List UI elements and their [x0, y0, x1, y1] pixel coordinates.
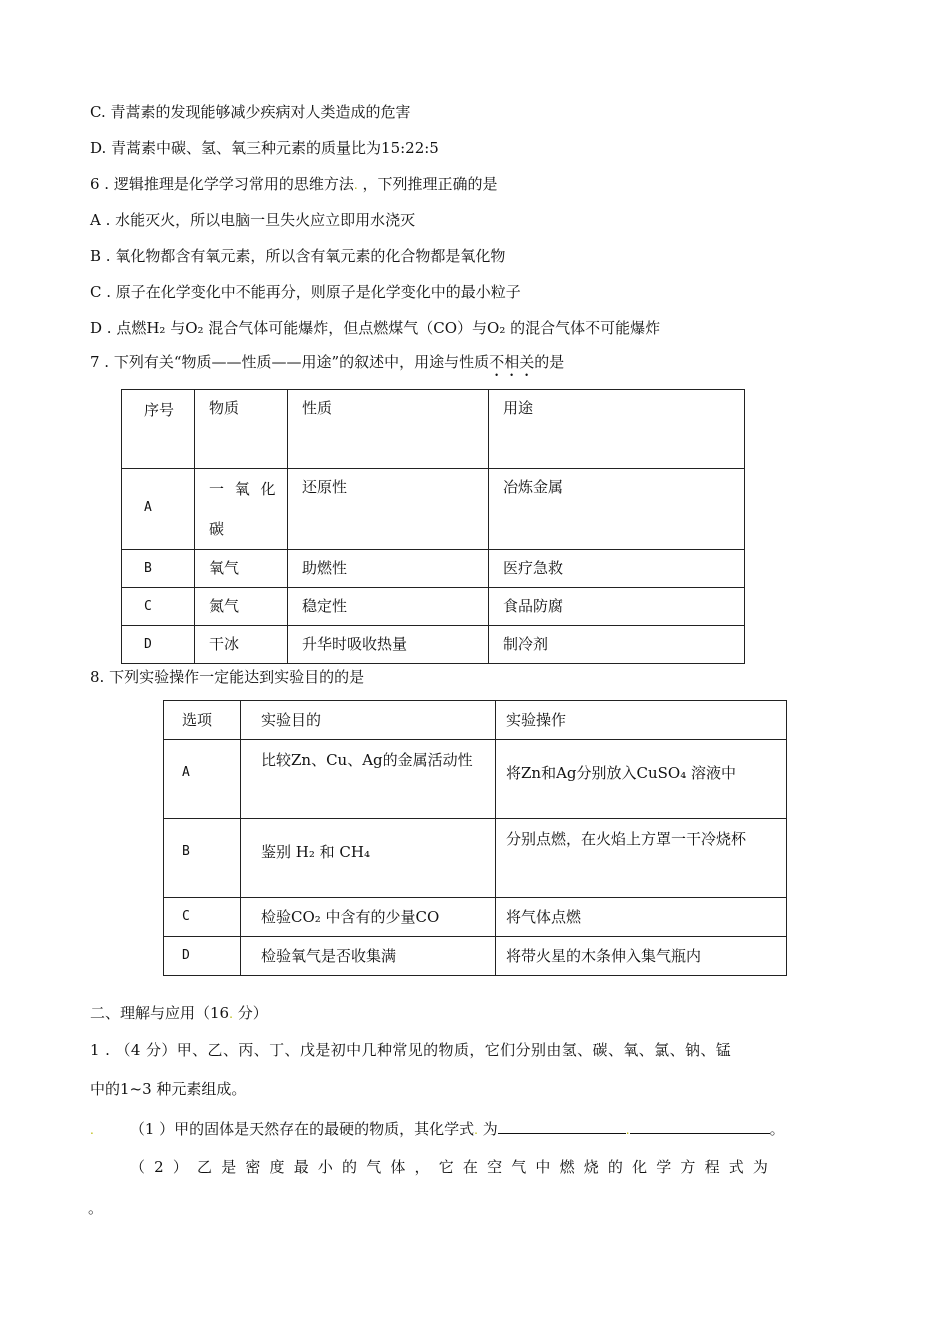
q6-option-d: D . 点燃H₂ 与O₂ 混合气体可能爆炸，但点燃煤气（CO）与O₂ 的混合气体不可能爆炸	[90, 319, 661, 337]
header-cell: 实验目的	[241, 701, 496, 740]
table-row	[122, 550, 745, 588]
table-cell: 鉴别 H₂ 和 CH₄	[241, 819, 496, 898]
table-row	[164, 937, 787, 976]
table-cell: 一 氧 化 碳	[195, 469, 288, 550]
table-cell: A	[122, 469, 195, 550]
table-cell: 制冷剂	[489, 626, 745, 664]
table-row	[122, 469, 745, 550]
table-row	[164, 898, 787, 937]
table-cell: 比较Zn、Cu、Ag的金属活动性	[241, 740, 496, 819]
marker-dot: .	[353, 178, 358, 192]
q5-option-c: C. 青蒿素的发现能够减少疾病对人类造成的危害	[90, 103, 411, 121]
q6-option-a: A . 水能灭火，所以电脑一旦失火应立即用水浇灭	[90, 211, 416, 229]
table-header-row	[122, 390, 745, 469]
table-cell: 检验氧气是否收集满	[241, 937, 496, 976]
header-cell: 选项	[164, 701, 241, 740]
q6-stem: 6 . 逻辑推理是化学学习常用的思维方法. ，下列推理正确的是	[90, 175, 498, 193]
table-cell: B	[122, 550, 195, 588]
header-cell: 性质	[288, 390, 489, 469]
table-cell: 将气体点燃	[496, 898, 787, 937]
emphasis-text: 不相关	[489, 353, 535, 371]
q7-stem: 7 . 下列有关“物质——性质——用途”的叙述中，用途与性质不相关的是	[90, 353, 565, 371]
table-row	[122, 626, 745, 664]
table-cell: 医疗急救	[489, 550, 745, 588]
table-cell: D	[122, 626, 195, 664]
table-cell: D	[164, 937, 241, 976]
table-cell: 食品防腐	[489, 588, 745, 626]
q7-table	[121, 389, 745, 664]
answer-blank[interactable]	[498, 1117, 626, 1134]
table-cell: 分别点燃，在火焰上方罩一干冷烧杯	[496, 819, 787, 898]
table-header-row	[164, 701, 787, 740]
table-cell: C	[122, 588, 195, 626]
table-cell: 稳定性	[288, 588, 489, 626]
table-cell: 氧气	[195, 550, 288, 588]
header-cell: 物质	[195, 390, 288, 469]
table-cell: A	[164, 740, 241, 819]
header-cell: 实验操作	[496, 701, 787, 740]
table-row	[164, 819, 787, 898]
answer-blank[interactable]	[630, 1117, 770, 1134]
q1-sub2-end: 。	[88, 1199, 104, 1217]
section2-title: 二、理解与应用（16. 分）	[90, 1004, 268, 1022]
q6-option-b: B . 氧化物都含有氧元素，所以含有氧元素的化合物都是氧化物	[90, 247, 506, 265]
table-cell: 将带火星的木条伸入集气瓶内	[496, 937, 787, 976]
q8-table	[163, 700, 787, 976]
table-cell: 升华时吸收热量	[288, 626, 489, 664]
marker-dot: .	[625, 1123, 630, 1137]
table-cell: C	[164, 898, 241, 937]
table-cell: B	[164, 819, 241, 898]
marker-dot: .	[229, 1007, 233, 1021]
table-row	[122, 588, 745, 626]
q6-option-c: C . 原子在化学变化中不能再分，则原子是化学变化中的最小粒子	[90, 283, 521, 301]
table-cell: 氮气	[195, 588, 288, 626]
marker-dot: .	[90, 1123, 94, 1137]
header-cell: 序号	[122, 390, 195, 469]
marker-dot: .	[474, 1123, 478, 1137]
table-cell: 还原性	[288, 469, 489, 550]
q5-option-d: D. 青蒿素中碳、氢、氧三种元素的质量比为15:22:5	[90, 139, 439, 157]
header-cell: 用途	[489, 390, 745, 469]
q1-line-1: 1 . （4 分）甲、乙、丙、丁、戊是初中几种常见的物质，它们分别由氢、碳、氧、氯、钠、锰	[90, 1041, 732, 1059]
q1-sub2: （ 2 ） 乙 是 密 度 最 小 的 气 体 ， 它 在 空 气 中 燃 烧 的 化 学 方 程 式 为	[130, 1158, 771, 1176]
table-cell: 将Zn和Ag分别放入CuSO₄ 溶液中	[496, 740, 787, 819]
table-cell: 干冰	[195, 626, 288, 664]
q1-sub1: . （1 ）甲的固体是天然存在的最硬的物质，其化学式. 为 . 。	[90, 1117, 785, 1140]
q1-line-2: 中的1~3 种元素组成。	[90, 1080, 247, 1098]
table-cell: 冶炼金属	[489, 469, 745, 550]
table-cell: 助燃性	[288, 550, 489, 588]
table-cell: 检验CO₂ 中含有的少量CO	[241, 898, 496, 937]
q8-stem: 8. 下列实验操作一定能达到实验目的的是	[90, 668, 365, 686]
table-row	[164, 740, 787, 819]
